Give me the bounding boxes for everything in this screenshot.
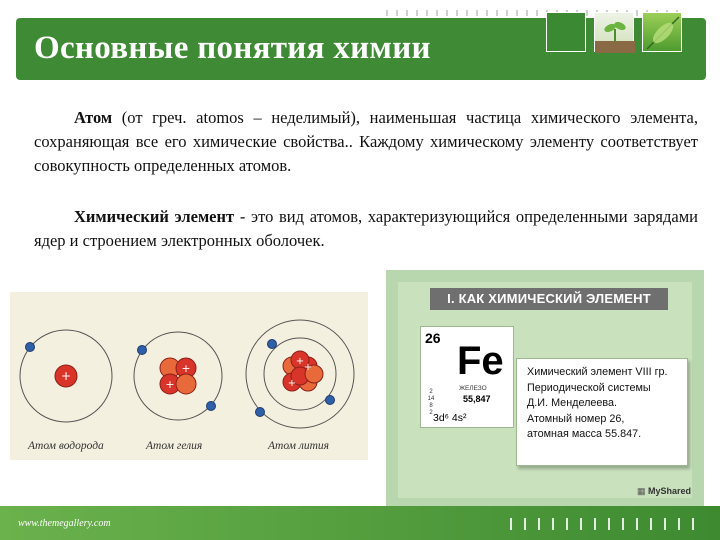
hydrogen-label: Атом водорода bbox=[28, 440, 104, 452]
shell-count: 8 bbox=[429, 403, 433, 409]
leaf-thumbnail bbox=[642, 12, 682, 52]
myshared-logo-text: MyShared bbox=[648, 486, 692, 496]
shell-count: 2 bbox=[429, 410, 433, 416]
element-atomic-number: 26 bbox=[425, 330, 441, 346]
lithium-atom-model bbox=[246, 320, 354, 428]
element-name: ЖЕЛЕЗО bbox=[459, 385, 487, 392]
description-line: атомная масса 55.847. bbox=[527, 428, 642, 440]
myshared-mark-icon: ▦ bbox=[637, 486, 649, 496]
svg-text:+: + bbox=[165, 378, 175, 391]
periodic-element-tile bbox=[420, 326, 514, 428]
hydrogen-atom-model bbox=[20, 330, 112, 422]
footer-decoration bbox=[510, 514, 700, 532]
footer-url: www.themegallery.com bbox=[18, 518, 111, 529]
description-line: Химический элемент VIII гр. bbox=[527, 366, 668, 378]
leaf-icon bbox=[643, 13, 683, 53]
atom-term: Атом bbox=[74, 108, 113, 127]
header-decoration bbox=[386, 8, 686, 16]
svg-text:+: + bbox=[295, 356, 305, 367]
seedling-thumbnail bbox=[594, 12, 634, 52]
description-line: Атомный номер 26, bbox=[527, 412, 625, 425]
lithium-label: Атом лития bbox=[268, 440, 330, 452]
element-term: Химический элемент bbox=[74, 207, 235, 226]
svg-text:+: + bbox=[287, 378, 297, 389]
svg-text:+: + bbox=[181, 362, 191, 375]
element-description bbox=[516, 358, 688, 466]
slide-footer bbox=[0, 506, 720, 540]
seedling-icon bbox=[595, 13, 635, 53]
element-mass: 55,847 bbox=[463, 394, 491, 404]
atom-models-diagram bbox=[10, 292, 368, 460]
slide-title: Основные понятия химии bbox=[34, 30, 431, 66]
header-thumbnail-plain bbox=[546, 12, 586, 52]
helium-atom-model bbox=[134, 332, 222, 420]
description-line: Д.И. Менделеева. bbox=[527, 397, 618, 409]
element-definition-text: - это вид атомов, характеризующийся определенными зарядами ядер и строением электронных оболочек. bbox=[34, 207, 698, 250]
element-symbol: Fe bbox=[457, 339, 504, 383]
shell-count: 14 bbox=[427, 396, 435, 402]
helium-label: Атом гелия bbox=[146, 440, 203, 452]
description-line: Периодической системы bbox=[527, 381, 651, 394]
atom-models-illustration bbox=[10, 292, 368, 460]
atom-definition bbox=[34, 106, 698, 178]
card-title: I. КАК ХИМИЧЕСКИЙ ЭЛЕМЕНТ bbox=[430, 288, 668, 310]
shell-count: 2 bbox=[429, 389, 433, 395]
svg-text:+: + bbox=[60, 369, 72, 383]
electron-configuration: 3d⁶ 4s² bbox=[433, 412, 467, 424]
svg-text:+: + bbox=[303, 362, 313, 373]
element-definition bbox=[34, 205, 698, 253]
myshared-logo bbox=[637, 486, 691, 497]
atom-definition-text: (от греч. atomos – неделимый), наименьшая частица химического элемента, сохраняющая все его химические свойства.. Каждому химическому элементу соответствует совокупность определенных атомов. bbox=[34, 108, 698, 175]
